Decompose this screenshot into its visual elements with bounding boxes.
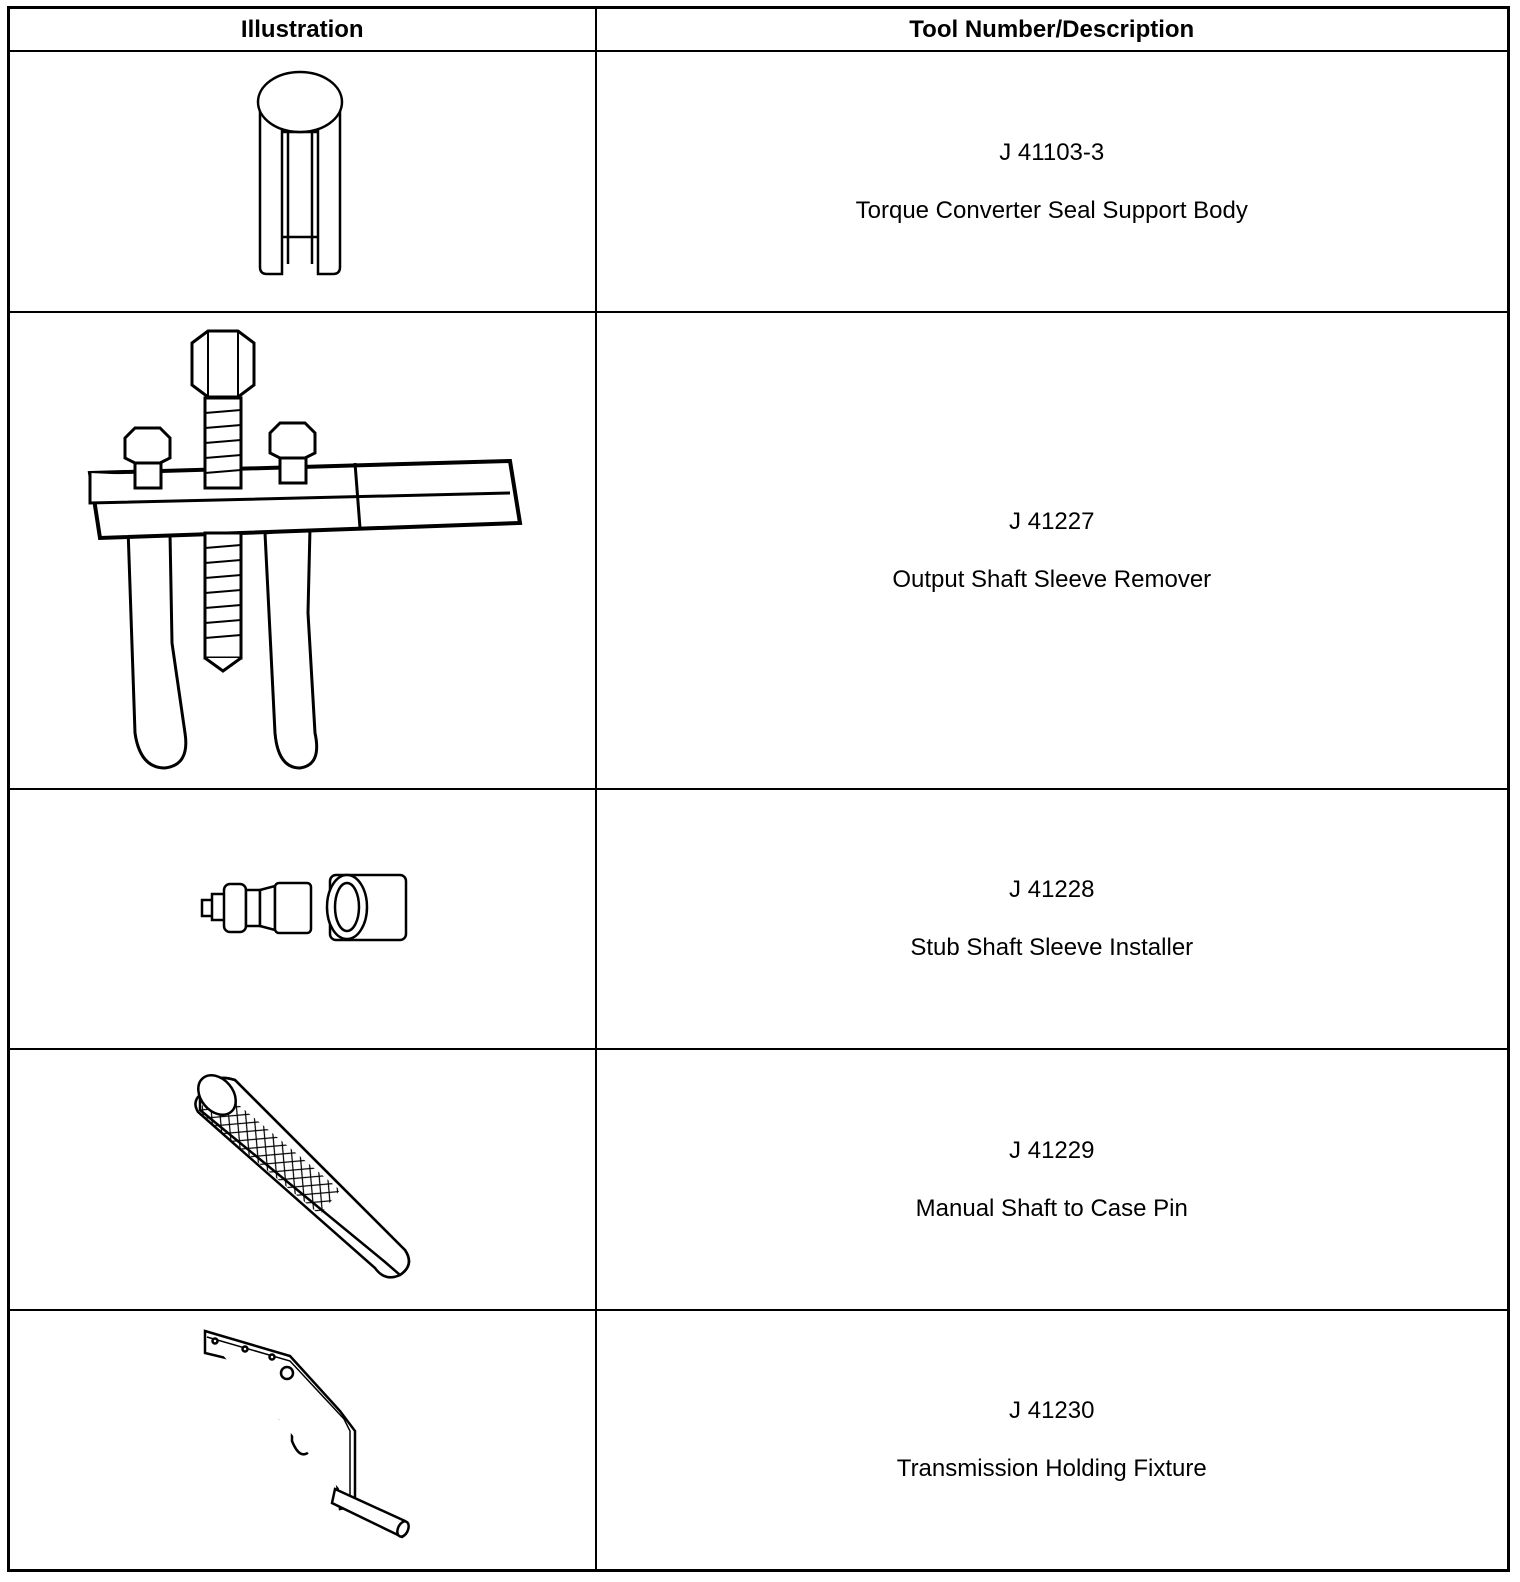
tool-description: Manual Shaft to Case Pin	[915, 1194, 1188, 1222]
tool-description: Output Shaft Sleeve Remover	[892, 565, 1212, 593]
tool-cell	[596, 1310, 1509, 1571]
illustration-cell	[9, 51, 596, 312]
illustration-cell	[9, 312, 596, 789]
tool-number: J 41230	[1009, 1397, 1095, 1424]
tool-description: Transmission Holding Fixture	[896, 1455, 1207, 1482]
tool-number: J 41228	[1009, 876, 1095, 903]
tool-number: J 41227	[1009, 507, 1095, 535]
table-row	[9, 51, 1509, 312]
tool-description: Torque Converter Seal Support Body	[855, 196, 1248, 224]
tool-cell	[596, 789, 1509, 1049]
sleeve-installer-icon	[10, 790, 597, 1048]
illustration-cell	[9, 1310, 596, 1571]
tool-description: Stub Shaft Sleeve Installer	[910, 934, 1194, 961]
table-row	[9, 1310, 1509, 1571]
header-tool-number-description: Tool Number/Description	[596, 8, 1509, 52]
illustration-cell	[9, 1049, 596, 1310]
tool-number: J 41103-3	[999, 138, 1105, 166]
header-illustration: Illustration	[9, 8, 596, 52]
holding-fixture-icon	[10, 1311, 597, 1569]
table-row	[9, 789, 1509, 1049]
table-row	[9, 1049, 1509, 1310]
tool-cell	[596, 312, 1509, 789]
knurled-pin-icon	[10, 1050, 597, 1309]
tool-cell	[596, 51, 1509, 312]
table-row	[9, 312, 1509, 789]
tool-cell	[596, 1049, 1509, 1310]
tool-number: J 41229	[1009, 1136, 1095, 1164]
illustration-cell	[9, 789, 596, 1049]
special-tools-table	[7, 6, 1510, 1572]
seal-support-body-icon	[10, 52, 597, 311]
puller-icon	[10, 313, 597, 788]
